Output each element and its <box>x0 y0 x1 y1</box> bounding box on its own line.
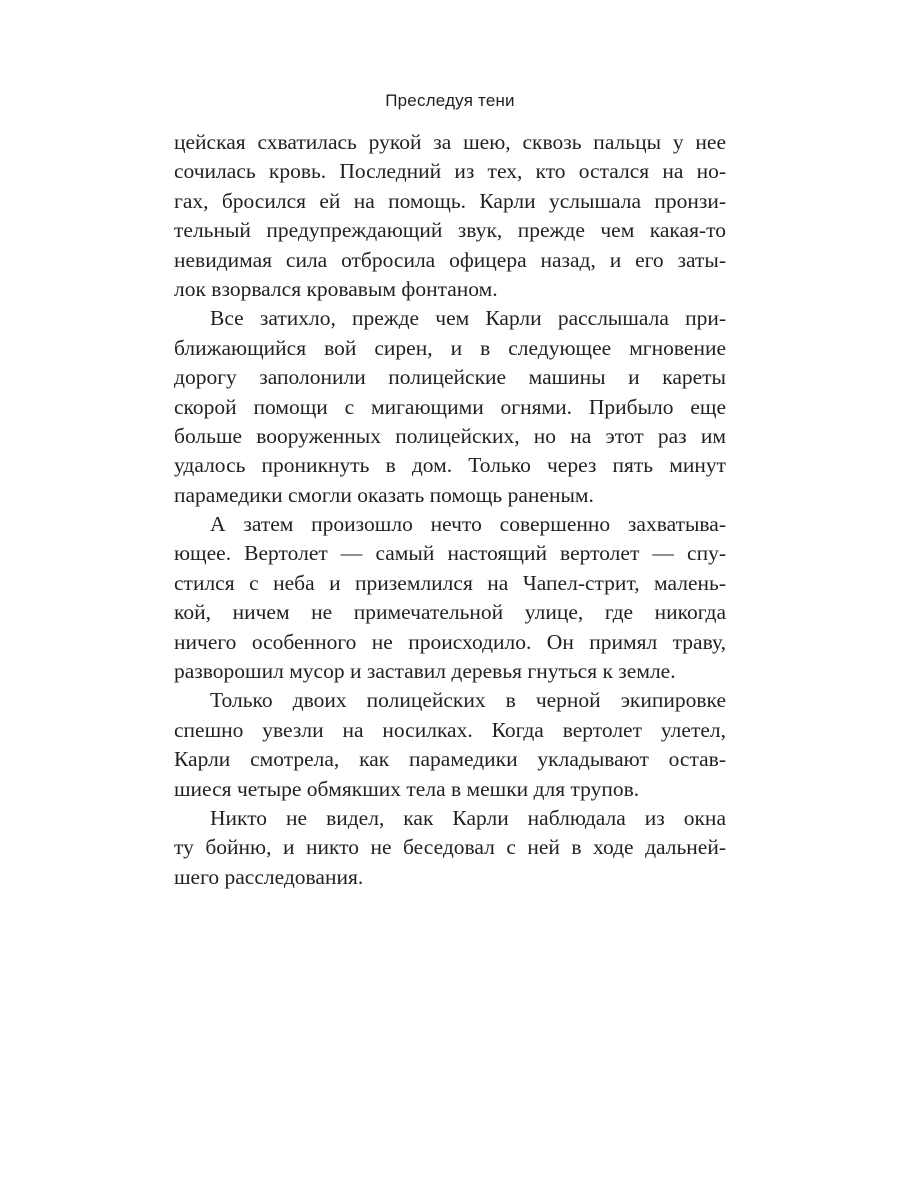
text-line: гах, бросился ей на помощь. Карли услышала пронзи- <box>174 188 726 213</box>
paragraph <box>174 804 726 892</box>
paragraph <box>174 304 726 510</box>
text-line: Никто не видел, как Карли наблюдала из окна <box>210 805 726 830</box>
text-line: разворошил мусор и заставил деревья гнуться к земле. <box>174 659 676 684</box>
text-line: Все затихло, прежде чем Карли расслышала при- <box>210 306 726 331</box>
text-line: ничего особенного не происходило. Он примял траву, <box>174 629 726 654</box>
text-line: больше вооруженных полицейских, но на этот раз им <box>174 423 726 448</box>
text-line: ближающийся вой сирен, и в следующее мгновение <box>174 335 726 360</box>
text-line: дорогу заполонили полицейские машины и кареты <box>174 365 726 390</box>
text-line: тельный предупреждающий звук, прежде чем какая-то <box>174 218 726 243</box>
text-line: кой, ничем не примечательной улице, где никогда <box>174 600 726 625</box>
text-line: шего расследования. <box>174 864 364 889</box>
text-line: спешно увезли на носилках. Когда вертолет улетел, <box>174 717 726 742</box>
body-text <box>174 128 726 892</box>
text-line: стился с неба и приземлился на Чапел-стрит, малень- <box>174 570 726 595</box>
text-line: лок взорвался кровавым фонтаном. <box>174 276 498 301</box>
paragraph <box>174 128 726 304</box>
text-line: шиеся четыре обмякших тела в мешки для трупов. <box>174 776 640 801</box>
text-line: парамедики смогли оказать помощь раненым. <box>174 482 594 507</box>
running-head-title: Преследуя тени <box>385 91 515 110</box>
text-line: ту бойню, и никто не беседовал с ней в ходе дальней- <box>174 835 726 860</box>
text-line: А затем произошло нечто совершенно захватыва- <box>210 512 726 537</box>
text-line: цейская схватилась рукой за шею, сквозь пальцы у нее <box>174 130 726 154</box>
text-line: сочилась кровь. Последний из тех, кто остался на но- <box>174 159 726 184</box>
text-line: Только двоих полицейских в черной экипировке <box>210 688 726 713</box>
text-line: невидимая сила отбросила офицера назад, и его заты- <box>174 247 726 272</box>
paragraph <box>174 686 726 804</box>
paragraph <box>174 510 726 686</box>
text-line: скорой помощи с мигающими огнями. Прибыло еще <box>174 394 726 419</box>
text-line: удалось проникнуть в дом. Только через пять минут <box>174 453 726 478</box>
text-line: ющее. Вертолет — самый настоящий вертолет — спу- <box>174 541 726 566</box>
text-line: Карли смотрела, как парамедики укладывают остав- <box>174 747 726 772</box>
